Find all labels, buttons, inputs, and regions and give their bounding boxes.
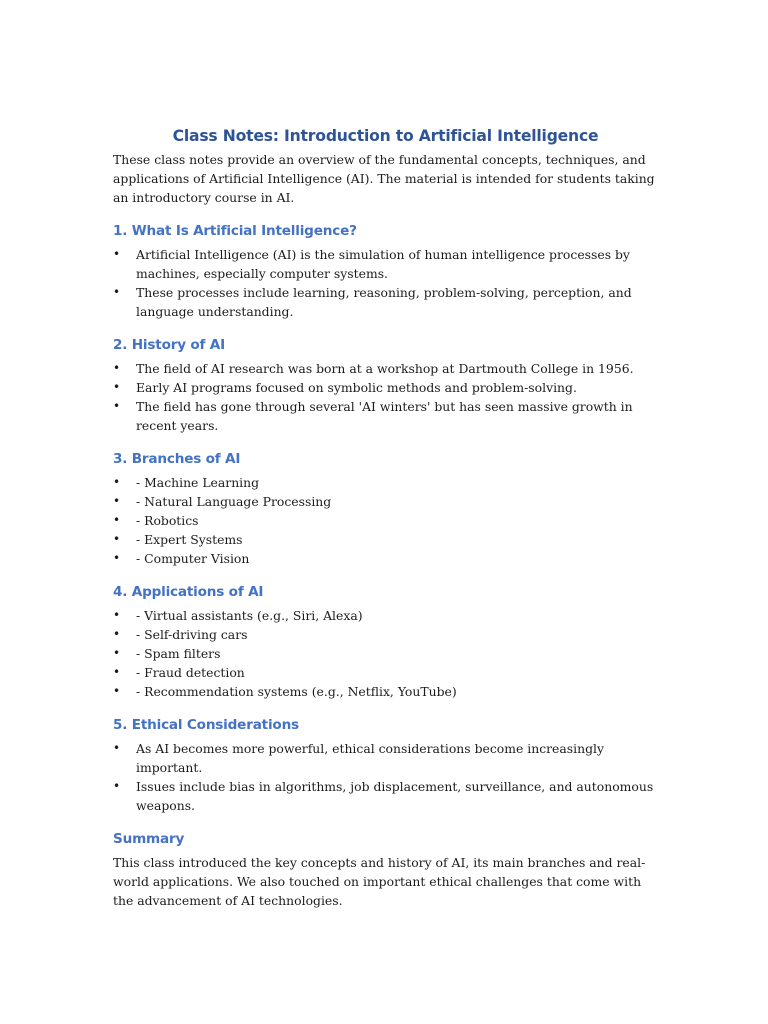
summary-heading: Summary xyxy=(113,831,185,847)
bullet-icon: • xyxy=(113,608,121,622)
list-item xyxy=(113,283,658,321)
bullet-icon: • xyxy=(113,665,121,679)
list-item-text: - Machine Learning xyxy=(136,475,260,490)
list-item-text: - Computer Vision xyxy=(136,551,250,566)
list-item-text: The field of AI research was born at a workshop at Dartmouth College in 1956. xyxy=(136,361,634,376)
section-heading: 5. Ethical Considerations xyxy=(113,717,299,733)
list-item xyxy=(113,644,658,663)
list-item xyxy=(113,625,658,644)
bullet-icon: • xyxy=(113,551,121,565)
list-item-text: Issues include bias in algorithms, job displacement, surveillance, and autonomous weapons. xyxy=(136,779,654,813)
bullet-list xyxy=(113,606,658,701)
list-item xyxy=(113,777,658,815)
list-item-text: Artificial Intelligence (AI) is the simulation of human intelligence processes by machines, especially computer systems. xyxy=(136,247,630,281)
list-item xyxy=(113,378,658,397)
list-item-text: Early AI programs focused on symbolic methods and problem-solving. xyxy=(136,380,577,395)
section-summary xyxy=(113,829,658,910)
list-item xyxy=(113,663,658,682)
list-item xyxy=(113,606,658,625)
bullet-icon: • xyxy=(113,532,121,546)
list-item-text: - Recommendation systems (e.g., Netflix, YouTube) xyxy=(136,684,457,699)
list-item-text: - Natural Language Processing xyxy=(136,494,332,509)
intro-paragraph: These class notes provide an overview of the fundamental concepts, techniques, and applications of Artificial Intelligence (AI). The material is intended for students taking an introductory course in AI. xyxy=(113,152,655,205)
list-item xyxy=(113,492,658,511)
section-heading: 4. Applications of AI xyxy=(113,584,264,600)
list-item xyxy=(113,359,658,378)
bullet-icon: • xyxy=(113,475,121,489)
list-item-text: - Robotics xyxy=(136,513,199,528)
bullet-icon: • xyxy=(113,380,121,394)
section-what-is-ai xyxy=(113,221,658,321)
list-item xyxy=(113,682,658,701)
bullet-icon: • xyxy=(113,779,121,793)
list-item-text: - Virtual assistants (e.g., Siri, Alexa) xyxy=(136,608,363,623)
bullet-icon: • xyxy=(113,646,121,660)
list-item xyxy=(113,549,658,568)
list-item-text: - Self-driving cars xyxy=(136,627,248,642)
bullet-icon: • xyxy=(113,684,121,698)
bullet-icon: • xyxy=(113,247,121,261)
list-item-text: - Spam filters xyxy=(136,646,221,661)
section-heading: 3. Branches of AI xyxy=(113,451,241,467)
list-item-text: - Fraud detection xyxy=(136,665,245,680)
bullet-list xyxy=(113,359,658,435)
list-item-text: - Expert Systems xyxy=(136,532,243,547)
bullet-list xyxy=(113,473,658,568)
section-heading: 1. What Is Artificial Intelligence? xyxy=(113,223,357,239)
list-item xyxy=(113,511,658,530)
bullet-list xyxy=(113,245,658,321)
bullet-list xyxy=(113,739,658,815)
list-item xyxy=(113,245,658,283)
bullet-icon: • xyxy=(113,627,121,641)
list-item xyxy=(113,397,658,435)
list-item-text: The field has gone through several 'AI winters' but has seen massive growth in recent years. xyxy=(136,399,633,433)
section-history-of-ai xyxy=(113,335,658,435)
summary-paragraph: This class introduced the key concepts and history of AI, its main branches and real-world applications. We also touched on important ethical challenges that come with the advancement of AI technologies. xyxy=(113,855,646,908)
list-item-text: These processes include learning, reasoning, problem-solving, perception, and language understanding. xyxy=(136,285,632,319)
section-applications-of-ai xyxy=(113,582,658,701)
section-ethical-considerations xyxy=(113,715,658,815)
section-heading: 2. History of AI xyxy=(113,337,225,353)
bullet-icon: • xyxy=(113,494,121,508)
bullet-icon: • xyxy=(113,361,121,375)
list-item xyxy=(113,473,658,492)
bullet-icon: • xyxy=(113,285,121,299)
bullet-icon: • xyxy=(113,513,121,527)
list-item xyxy=(113,739,658,777)
list-item xyxy=(113,530,658,549)
bullet-icon: • xyxy=(113,741,121,755)
list-item-text: As AI becomes more powerful, ethical considerations become increasingly important. xyxy=(136,741,604,775)
section-branches-of-ai xyxy=(113,449,658,568)
bullet-icon: • xyxy=(113,399,121,413)
document-page xyxy=(113,125,658,910)
document-title: Class Notes: Introduction to Artificial Intelligence xyxy=(172,127,599,145)
